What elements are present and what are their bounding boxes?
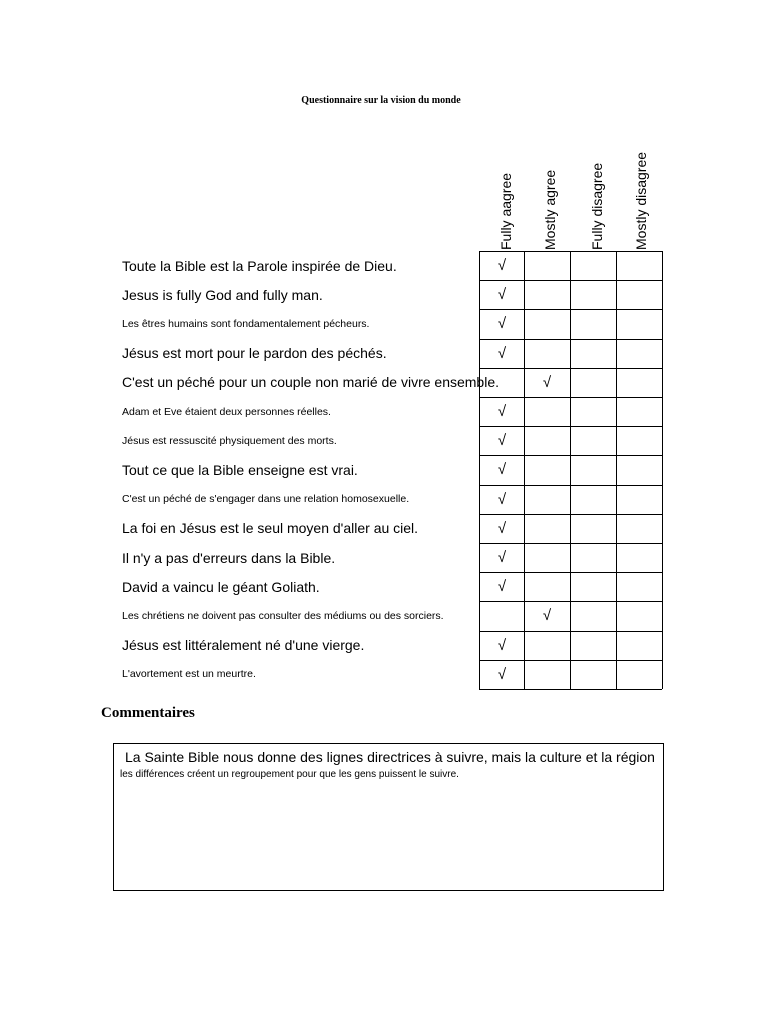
check-mark: √	[497, 403, 507, 420]
statement-text: Adam et Eve étaient deux personnes réelles.	[122, 405, 331, 418]
statement-text: L'avortement est un meurtre.	[122, 668, 256, 681]
statement-text: David a vaincu le géant Goliath.	[122, 578, 320, 595]
statement-text: Jésus est mort pour le pardon des péchés.	[122, 345, 387, 362]
check-mark: √	[542, 607, 552, 625]
comments-text-line-2: les différences créent un regroupement pour que les gens puissent le suivre.	[120, 769, 459, 780]
check-mark: √	[497, 344, 507, 362]
check-mark: √	[542, 373, 552, 391]
check-mark: √	[497, 636, 507, 654]
check-mark: √	[497, 490, 507, 508]
statement-text: Jésus est littéralement né d'une vierge.	[122, 637, 365, 654]
check-mark: √	[497, 665, 507, 683]
statement-text: Toute la Bible est la Parole inspirée de Dieu.	[122, 257, 397, 274]
statement-text: Tout ce que la Bible enseigne est vrai.	[122, 461, 358, 478]
page-title: Questionnaire sur la vision du monde	[301, 95, 461, 106]
check-mark: √	[497, 549, 507, 566]
column-header-3: Fully disagree	[589, 162, 605, 250]
comments-box	[113, 743, 664, 891]
statement-text: Les chrétiens ne doivent pas consulter des médiums ou des sorciers.	[122, 609, 444, 622]
check-mark: √	[497, 432, 507, 450]
statement-text: C'est un péché de s'engager dans une relation homosexuelle.	[122, 493, 410, 506]
statement-text: C'est un péché pour un couple non marié de vivre ensemble.	[122, 374, 500, 391]
statement-text: Jésus est ressuscité physiquement des morts.	[122, 434, 337, 447]
statement-text: Il n'y a pas d'erreurs dans la Bible.	[122, 549, 336, 566]
check-mark: √	[497, 461, 507, 479]
column-header-4: Mostly disagree	[633, 151, 649, 250]
column-header-1: Fully aagree	[498, 172, 514, 250]
check-mark: √	[497, 286, 507, 304]
statement-text: La foi en Jésus est le seul moyen d'aller au ciel.	[122, 520, 419, 537]
check-mark: √	[497, 315, 507, 333]
statement-text: Les êtres humains sont fondamentalement pécheurs.	[122, 317, 370, 330]
statement-text: Jesus is fully God and fully man.	[122, 286, 323, 303]
check-mark: √	[497, 519, 507, 537]
column-header-2: Mostly agree	[542, 169, 558, 250]
check-mark: √	[497, 257, 507, 274]
comments-heading: Commentaires	[101, 705, 195, 721]
check-mark: √	[497, 578, 507, 596]
comments-text-line-1: La Sainte Bible nous donne des lignes directrices à suivre, mais la culture et la région	[125, 749, 655, 765]
